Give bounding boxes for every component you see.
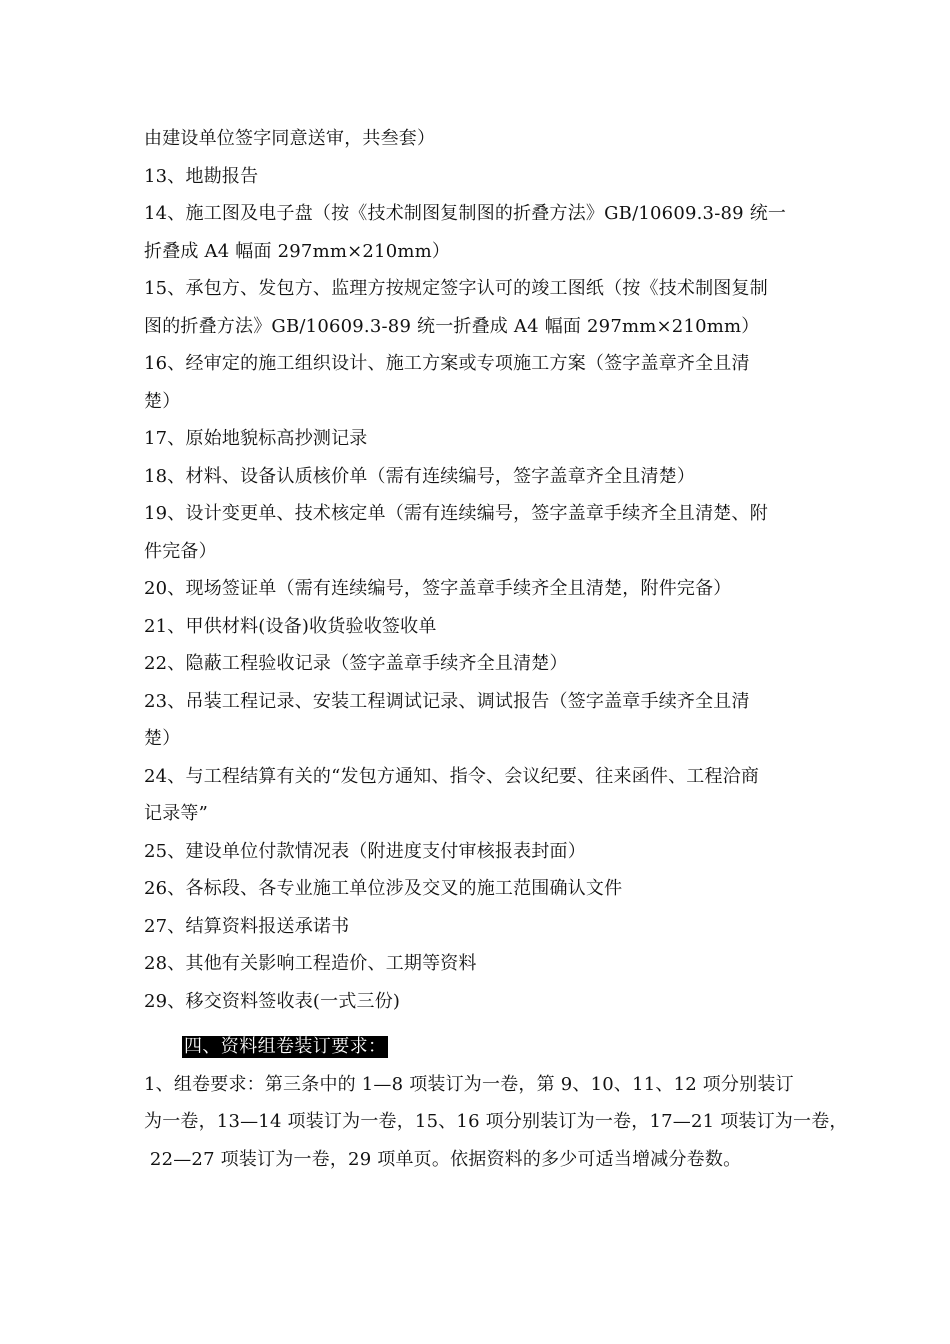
list-item: 折叠成 A4 幅面 297mm×210mm） [144,240,451,262]
list-item: 25、建设单位付款情况表（附进度支付审核报表封面） [144,840,586,862]
list-item: 26、各标段、各专业施工单位涉及交叉的施工范围确认文件 [144,878,623,899]
paragraph-line: 22—27 项装订为一卷，29 项单页。依据资料的多少可适当增减分卷数。 [144,1148,742,1170]
list-item: 23、吊装工程记录、安装工程调试记录、调试报告（签字盖章手续齐全且清 [144,690,750,712]
document-page [144,120,848,1178]
list-item: 21、甲供材料(设备)收货验收签收单 [144,615,437,637]
list-item: 24、与工程结算有关的“发包方通知、指令、会议纪要、往来函件、工程洽商 [144,765,760,787]
section-heading-label: 四、资料组卷装订要求： [184,1036,387,1057]
list-item: 29、移交资料签收表(一式三份) [144,990,401,1012]
list-item: 15、承包方、发包方、监理方按规定签字认可的竣工图纸（按《技术制图复制 [144,278,768,299]
list-item: 16、经审定的施工组织设计、施工方案或专项施工方案（签字盖章齐全且清 [144,353,750,374]
list-item: 楚） [144,728,181,749]
list-item: 17、原始地貌标高抄测记录 [144,428,368,449]
list-item: 28、其他有关影响工程造价、工期等资料 [144,953,477,974]
list-item: 楚） [144,390,181,412]
list-item: 27、结算资料报送承诺书 [144,915,350,937]
list-item: 13、地勘报告 [144,165,259,187]
list-item: 记录等” [144,803,209,824]
paragraph-line: 为一卷，13—14 项装订为一卷，15、16 项分别装订为一卷，17—21 项装订为一卷， [144,1111,848,1132]
list-item: 件完备） [144,540,217,562]
list-item: 图的折叠方法》GB/10609.3-89 统一折叠成 A4 幅面 297mm×210mm） [144,315,760,337]
list-item: 20、现场签证单（需有连续编号，签字盖章手续齐全且清楚，附件完备） [144,578,732,599]
list-item: 由建设单位签字同意送审，共叁套） [144,128,436,149]
list-item: 14、施工图及电子盘（按《技术制图复制图的折叠方法》GB/10609.3-89 统一 [144,203,787,224]
list-item: 19、设计变更单、技术核定单（需有连续编号，签字盖章手续齐全且清楚、附 [144,503,768,524]
paragraph-line: 1、组卷要求：第三条中的 1—8 项装订为一卷，第 9、10、11、12 项分别装订 [144,1073,794,1095]
list-item: 18、材料、设备认质核价单（需有连续编号，签字盖章齐全且清楚） [144,465,696,487]
list-item: 22、隐蔽工程验收记录（签字盖章手续齐全且清楚） [144,653,568,674]
section-heading [144,1028,834,1066]
